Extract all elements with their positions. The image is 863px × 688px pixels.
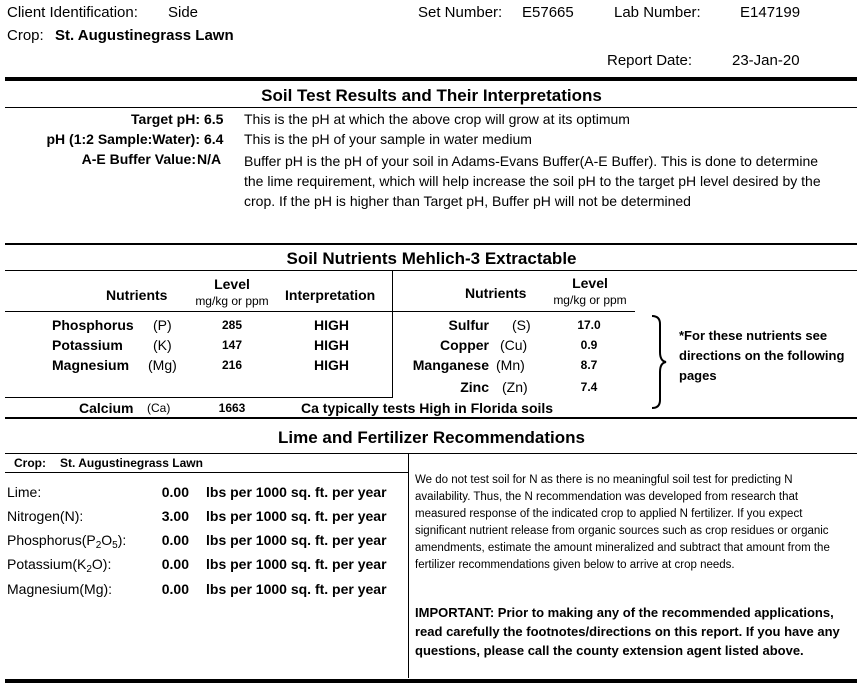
report-date-label: Report Date: [607, 52, 693, 69]
rec-label: $Potassium(K_2O)$: [7, 556, 112, 575]
nutrient-interpretation: HIGH [314, 317, 349, 333]
nutrient-name: Magnesium [52, 357, 130, 373]
rec-value: 3.00 [161, 508, 189, 524]
nutrient-name: Manganese [412, 357, 489, 373]
lab-number-value: E147199 [740, 4, 801, 21]
nutrient-interpretation: HIGH [314, 357, 349, 373]
nutrient-symbol: (Mg) [148, 357, 177, 373]
lab-number-label: Lab Number: [614, 4, 701, 21]
buffer-value-label: A-E Buffer Value: [81, 151, 196, 167]
footer-divider [5, 679, 857, 683]
nutrient-symbol: (Ca) [147, 401, 171, 415]
nutrient-symbol: (Mn) [496, 357, 525, 373]
rec-value: 0.00 [161, 532, 189, 548]
nutrient-level: 147 [221, 338, 243, 352]
nutrient-level: 0.9 [580, 338, 598, 352]
header-divider [5, 77, 857, 81]
col-level-left: Level [214, 276, 250, 292]
target-ph-label: Target pH: [131, 111, 200, 127]
soil-test-title-rule [5, 107, 857, 108]
col-interpretation: Interpretation [285, 287, 376, 303]
nutrients-title-rule [5, 270, 857, 271]
client-id-label: Client Identification: [7, 4, 138, 21]
nutrient-level: 1663 [218, 401, 246, 415]
rec-value: 0.00 [161, 581, 189, 597]
client-id-value: Side [168, 4, 199, 21]
col-nutrients-right: Nutrients [465, 285, 527, 301]
nutrient-name: Potassium [52, 337, 123, 353]
recommendations-title: Lime and Fertilizer Recommendations [277, 428, 585, 447]
col-nutrients-left: Nutrients [106, 287, 168, 303]
crop-value: St. Augustinegrass Lawn [55, 27, 234, 44]
rec-unit: lbs per 1000 sq. ft. per year [206, 484, 387, 500]
nutrient-symbol: (Cu) [500, 337, 528, 353]
report-date-value: 23-Jan-20 [732, 52, 800, 69]
target-ph-description: This is the pH at which the above crop will grow at its optimum [244, 111, 630, 127]
nutrient-symbol: (S) [512, 317, 531, 333]
nutrients-divider [5, 417, 857, 419]
rec-crop-label: Crop: [14, 456, 46, 470]
col-level-right: Level [572, 275, 608, 291]
important-note: IMPORTANT: Prior to making any of the recommended applications, read carefully the footnotes/directions on this report. If you have any questions, please call the county extension agent listed above. [415, 605, 840, 658]
nutrients-title: Soil Nutrients Mehlich-3 Extractable [286, 249, 577, 268]
sample-ph-description: This is the pH of your sample in water medium [244, 131, 532, 147]
nutrient-level: 17.0 [577, 318, 601, 332]
target-ph-value: 6.5 [204, 111, 224, 127]
calcium-rule [5, 397, 392, 398]
nitrogen-note: We do not test soil for N as there is no meaningful soil test for predicting N availability. Thus, the N recommendation was developed from research that measured response of the indicated crop to applied N fertilizer. If you expect significant nutrient release from organic sources such as crop residues or organic amendments, estimate the amount mineralized and subtract that amount from the fertilizer recommendations given below to arrive at crop needs. [415, 474, 830, 571]
rec-value: 0.00 [161, 484, 189, 500]
nutrient-level: 216 [221, 358, 243, 372]
set-number-value: E57665 [522, 4, 574, 21]
side-note: *For these nutrients see directions on the following pages [679, 328, 845, 383]
soil-test-title: Soil Test Results and Their Interpretations [261, 86, 602, 105]
nutrient-name: Calcium [79, 400, 134, 416]
rec-value: 0.00 [161, 556, 189, 572]
rec-column-divider [408, 454, 409, 678]
nutrient-level: 8.7 [580, 358, 598, 372]
brace-icon [648, 314, 668, 410]
rec-unit: lbs per 1000 sq. ft. per year [206, 556, 387, 572]
nutrient-symbol: (K) [153, 337, 172, 353]
nutrient-name: Phosphorus [52, 317, 134, 333]
nutrient-interpretation: HIGH [314, 337, 349, 353]
nutrient-symbol: (P) [153, 317, 172, 333]
nutrient-level: 285 [221, 318, 243, 332]
rec-unit: lbs per 1000 sq. ft. per year [206, 532, 387, 548]
recommendations-title-rule [5, 453, 857, 454]
crop-label: Crop: [7, 27, 44, 44]
calcium-note: Ca typically tests High in Florida soils [301, 400, 554, 416]
nutrient-name: Zinc [460, 379, 489, 395]
nutrient-level: 7.4 [580, 380, 598, 394]
rec-label: Nitrogen(N): [7, 508, 84, 524]
col-units-left: mg/kg or ppm [195, 294, 269, 308]
set-number-label: Set Number: [418, 4, 503, 21]
rec-crop-value: St. Augustinegrass Lawn [60, 456, 203, 470]
rec-unit: lbs per 1000 sq. ft. per year [206, 581, 387, 597]
rec-label: Lime: [7, 484, 42, 500]
rec-label: Magnesium(Mg): [7, 581, 113, 597]
nutrient-name: Sulfur [448, 317, 489, 333]
buffer-value: N/A [197, 151, 222, 167]
soil-test-divider [5, 243, 857, 245]
nutrients-header-divider [392, 271, 393, 316]
col-units-right: mg/kg or ppm [553, 293, 627, 307]
buffer-description: Buffer pH is the pH of your soil in Adams-Evans Buffer(A-E Buffer). This is done to determine the lime requirement, which will help increase the soil pH to the target pH level desired by the crop. If the pH is higher than Target pH, Buffer pH will not be determined [244, 153, 821, 209]
nutrient-name: Copper [440, 337, 489, 353]
nutrients-header-rule [5, 311, 635, 312]
rec-unit: lbs per 1000 sq. ft. per year [206, 508, 387, 524]
rec-crop-rule [5, 472, 408, 473]
sample-ph-label: pH (1:2 Sample:Water): [46, 131, 200, 147]
rec-label: $Phosphorus(P_2O_5)$: [7, 532, 127, 551]
sample-ph-value: 6.4 [204, 131, 224, 147]
nutrient-symbol: (Zn) [502, 379, 528, 395]
